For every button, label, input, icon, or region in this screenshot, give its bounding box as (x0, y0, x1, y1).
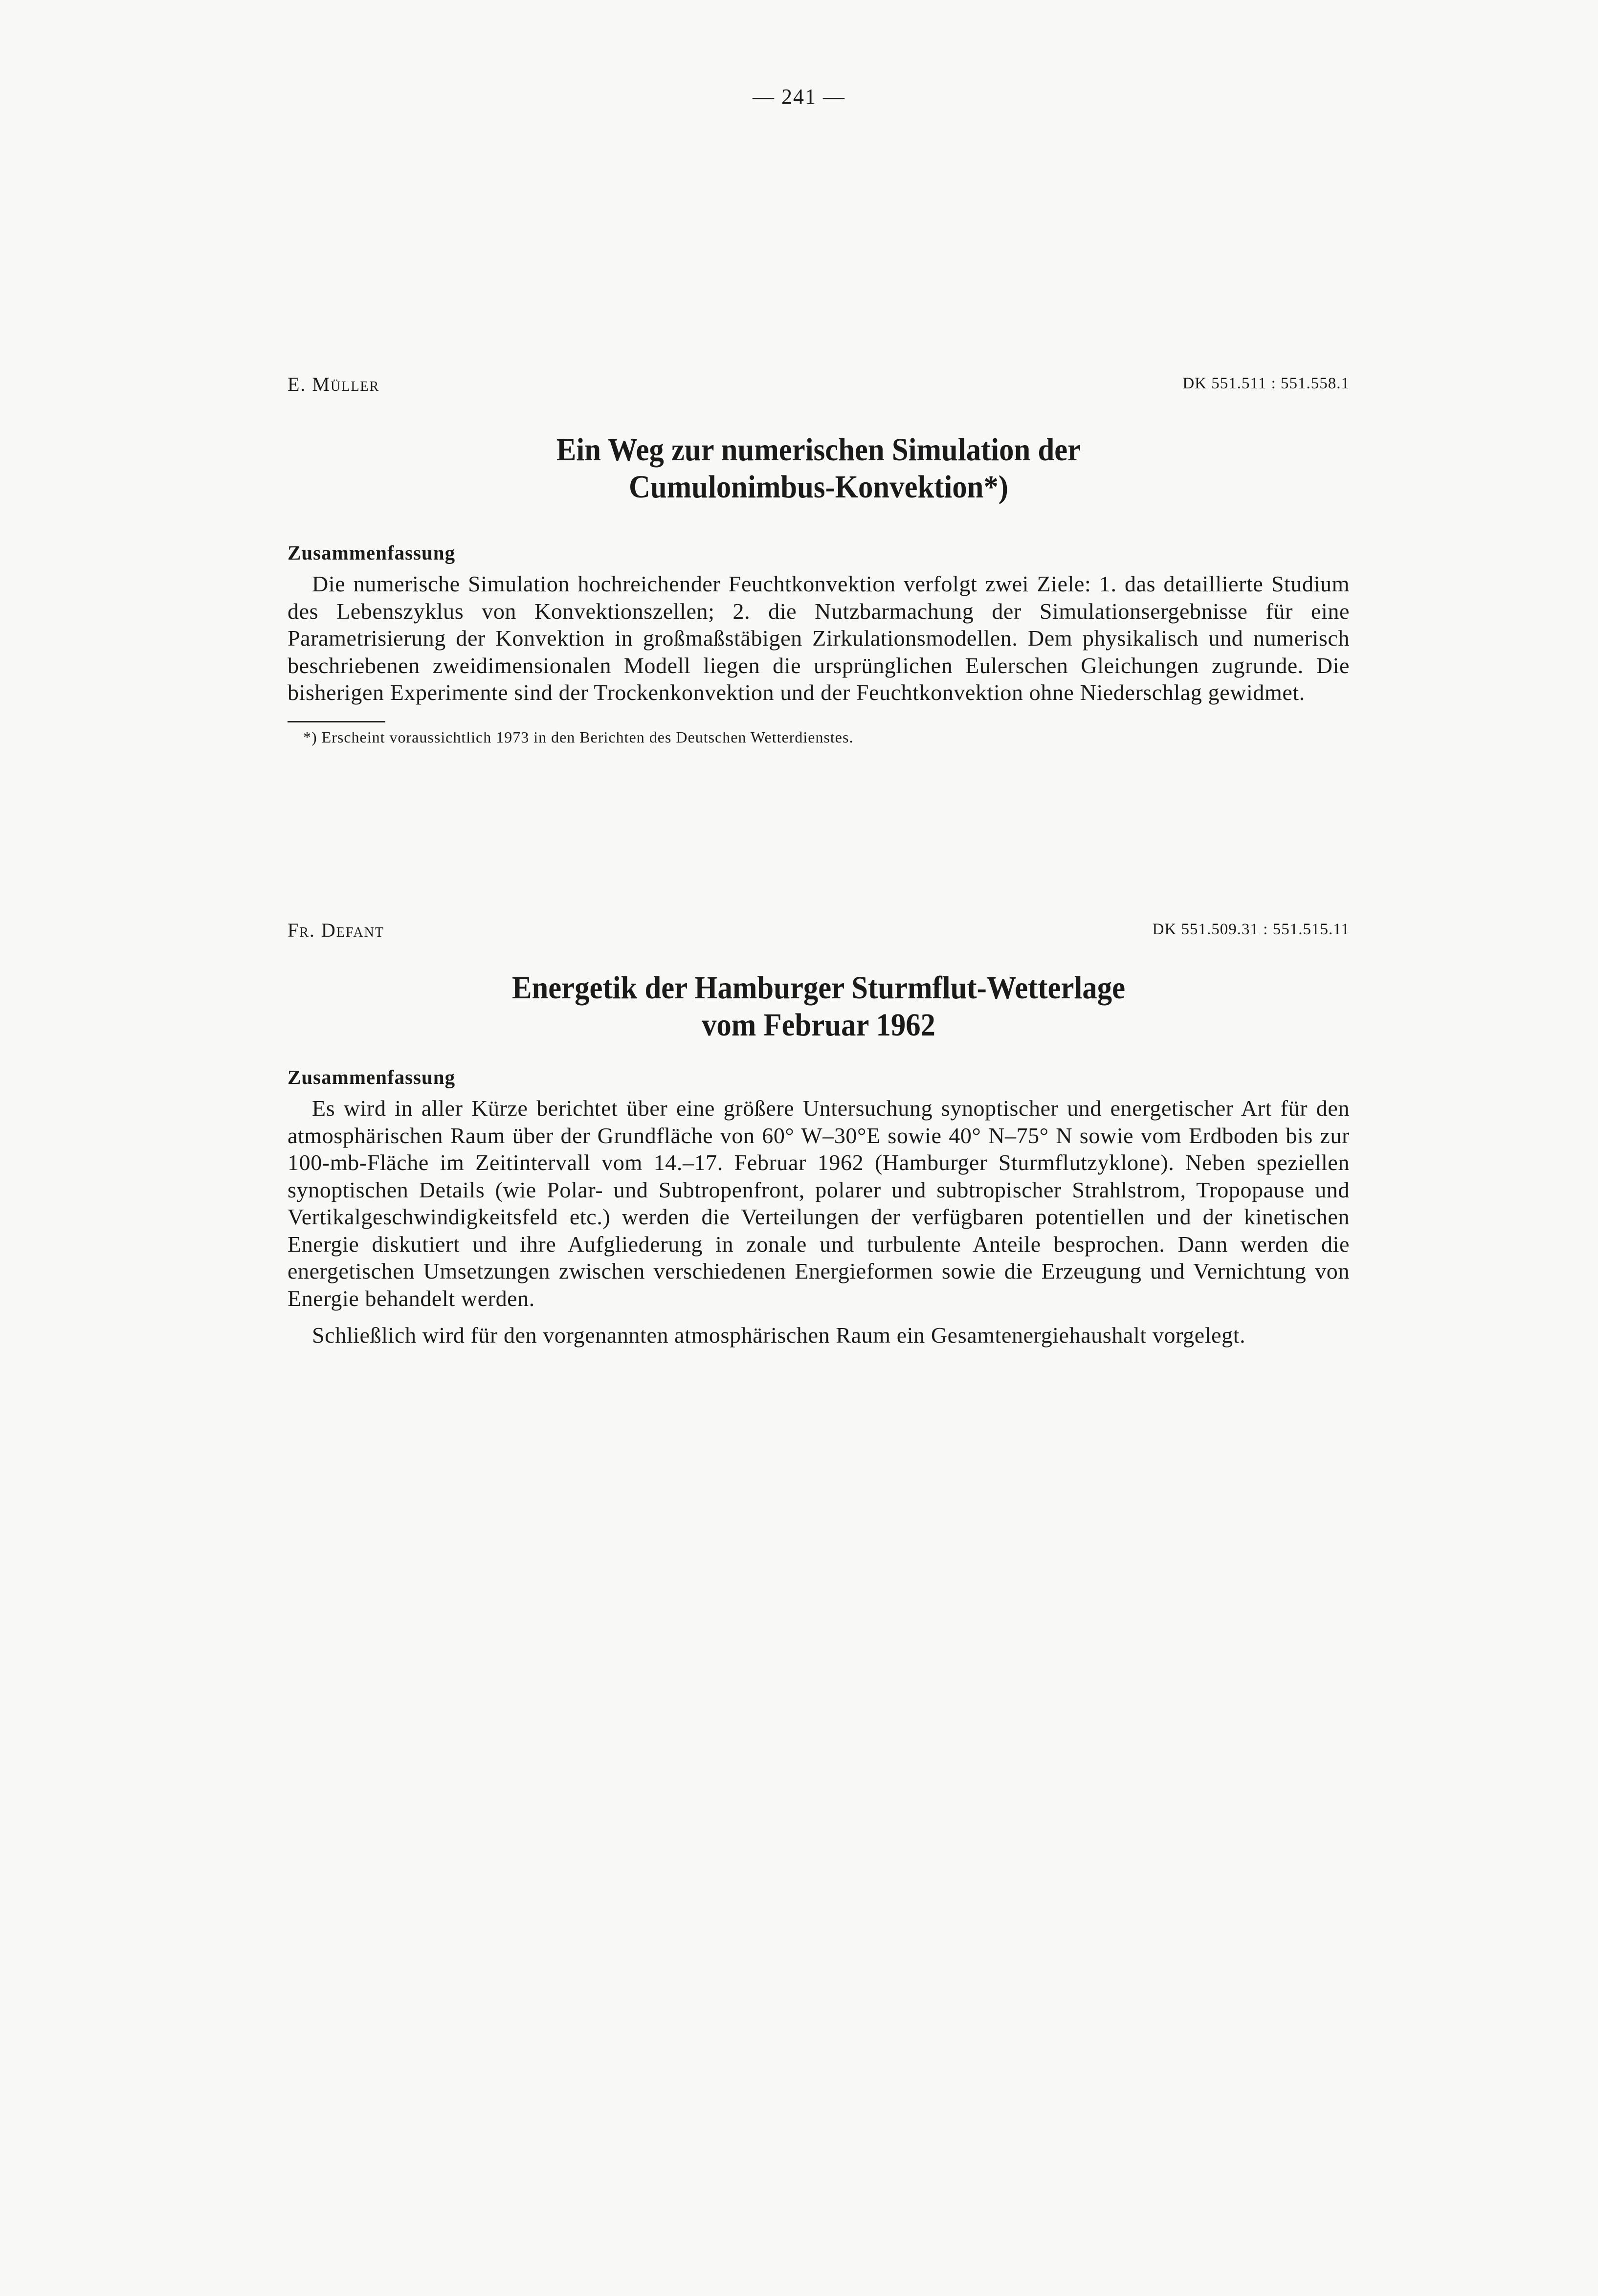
title-line: Energetik der Hamburger Sturmflut-Wetterlage (511, 970, 1126, 1006)
abstract-paragraph: Die numerische Simulation hochreichender Feuchtkonvektion verfolgt zwei Ziele: 1. das detaillierte Studium des Lebenszyklus von Konvektionszellen; 2. die Nutzbarmachung der Simulationsergebnisse für eine Parametrisierung der Konvektion in großmaßstäbigen Zirkulationsmodellen. Dem physikalisch und numerisch beschriebenen zweidimensionalen Modell liegen die ursprünglichen Eulerschen Gleichungen zugrunde. Die bisherigen Experimente sind der Trockenkonvektion und der Feuchtkonvektion ohne Niederschlag gewidmet. (288, 571, 1350, 705)
article-defant (288, 919, 1350, 1349)
author-name: Fr. Defant (288, 919, 384, 941)
dk-classification: DK 551.511 : 551.558.1 (1182, 375, 1350, 392)
abstract-paragraph: Schließlich wird für den vorgenannten atmosphärischen Raum ein Gesamtenergiehaushalt vorgelegt. (312, 1323, 1246, 1348)
title-line: Ein Weg zur numerischen Simulation der (556, 432, 1081, 468)
dk-classification: DK 551.509.31 : 551.515.11 (1152, 921, 1350, 938)
page-number: — 241 — (753, 85, 845, 109)
byline (288, 919, 1350, 948)
footnote: *) Erscheint voraussichtlich 1973 in den Berichten des Deutschen Wetterdienstes. (303, 728, 854, 746)
title-line: Cumulonimbus-Konvektion*) (628, 469, 1009, 505)
section-heading: Zusammenfassung (288, 1066, 456, 1088)
footnote-rule (288, 721, 385, 722)
author-name: E. Müller (288, 373, 380, 395)
article-mueller (288, 373, 1350, 746)
byline (288, 373, 1350, 402)
article-title (330, 969, 1307, 1044)
title-line: vom Februar 1962 (702, 1007, 935, 1043)
abstract-paragraph: Es wird in aller Kürze berichtet über eine größere Untersuchung synoptischer und energetischer Art für den atmosphärischen Raum über der Grundfläche von 60° W–30°E sowie 40° N–75° N sowie vom Erdboden bis zur 100-mb-Fläche im Zeitintervall vom 14.–17. Februar 1962 (Hamburger Sturmflutzyklone). Neben speziellen synoptischen Details (wie Polar- und Subtropenfront, polarer und subtropischer Strahlstrom, Tropopause und Vertikalgeschwindigkeitsfeld etc.) werden die Verteilungen der verfügbaren potentiellen und der kinetischen Energie diskutiert und ihre Aufgliederung in zonale und turbulente Anteile besprochen. Dann werden die energetischen Umsetzungen zwischen verschiedenen Energieformen sowie die Erzeugung und Vernichtung von Energie behandelt werden. (288, 1096, 1350, 1311)
section-heading: Zusammenfassung (288, 541, 456, 564)
article-title (330, 431, 1307, 506)
